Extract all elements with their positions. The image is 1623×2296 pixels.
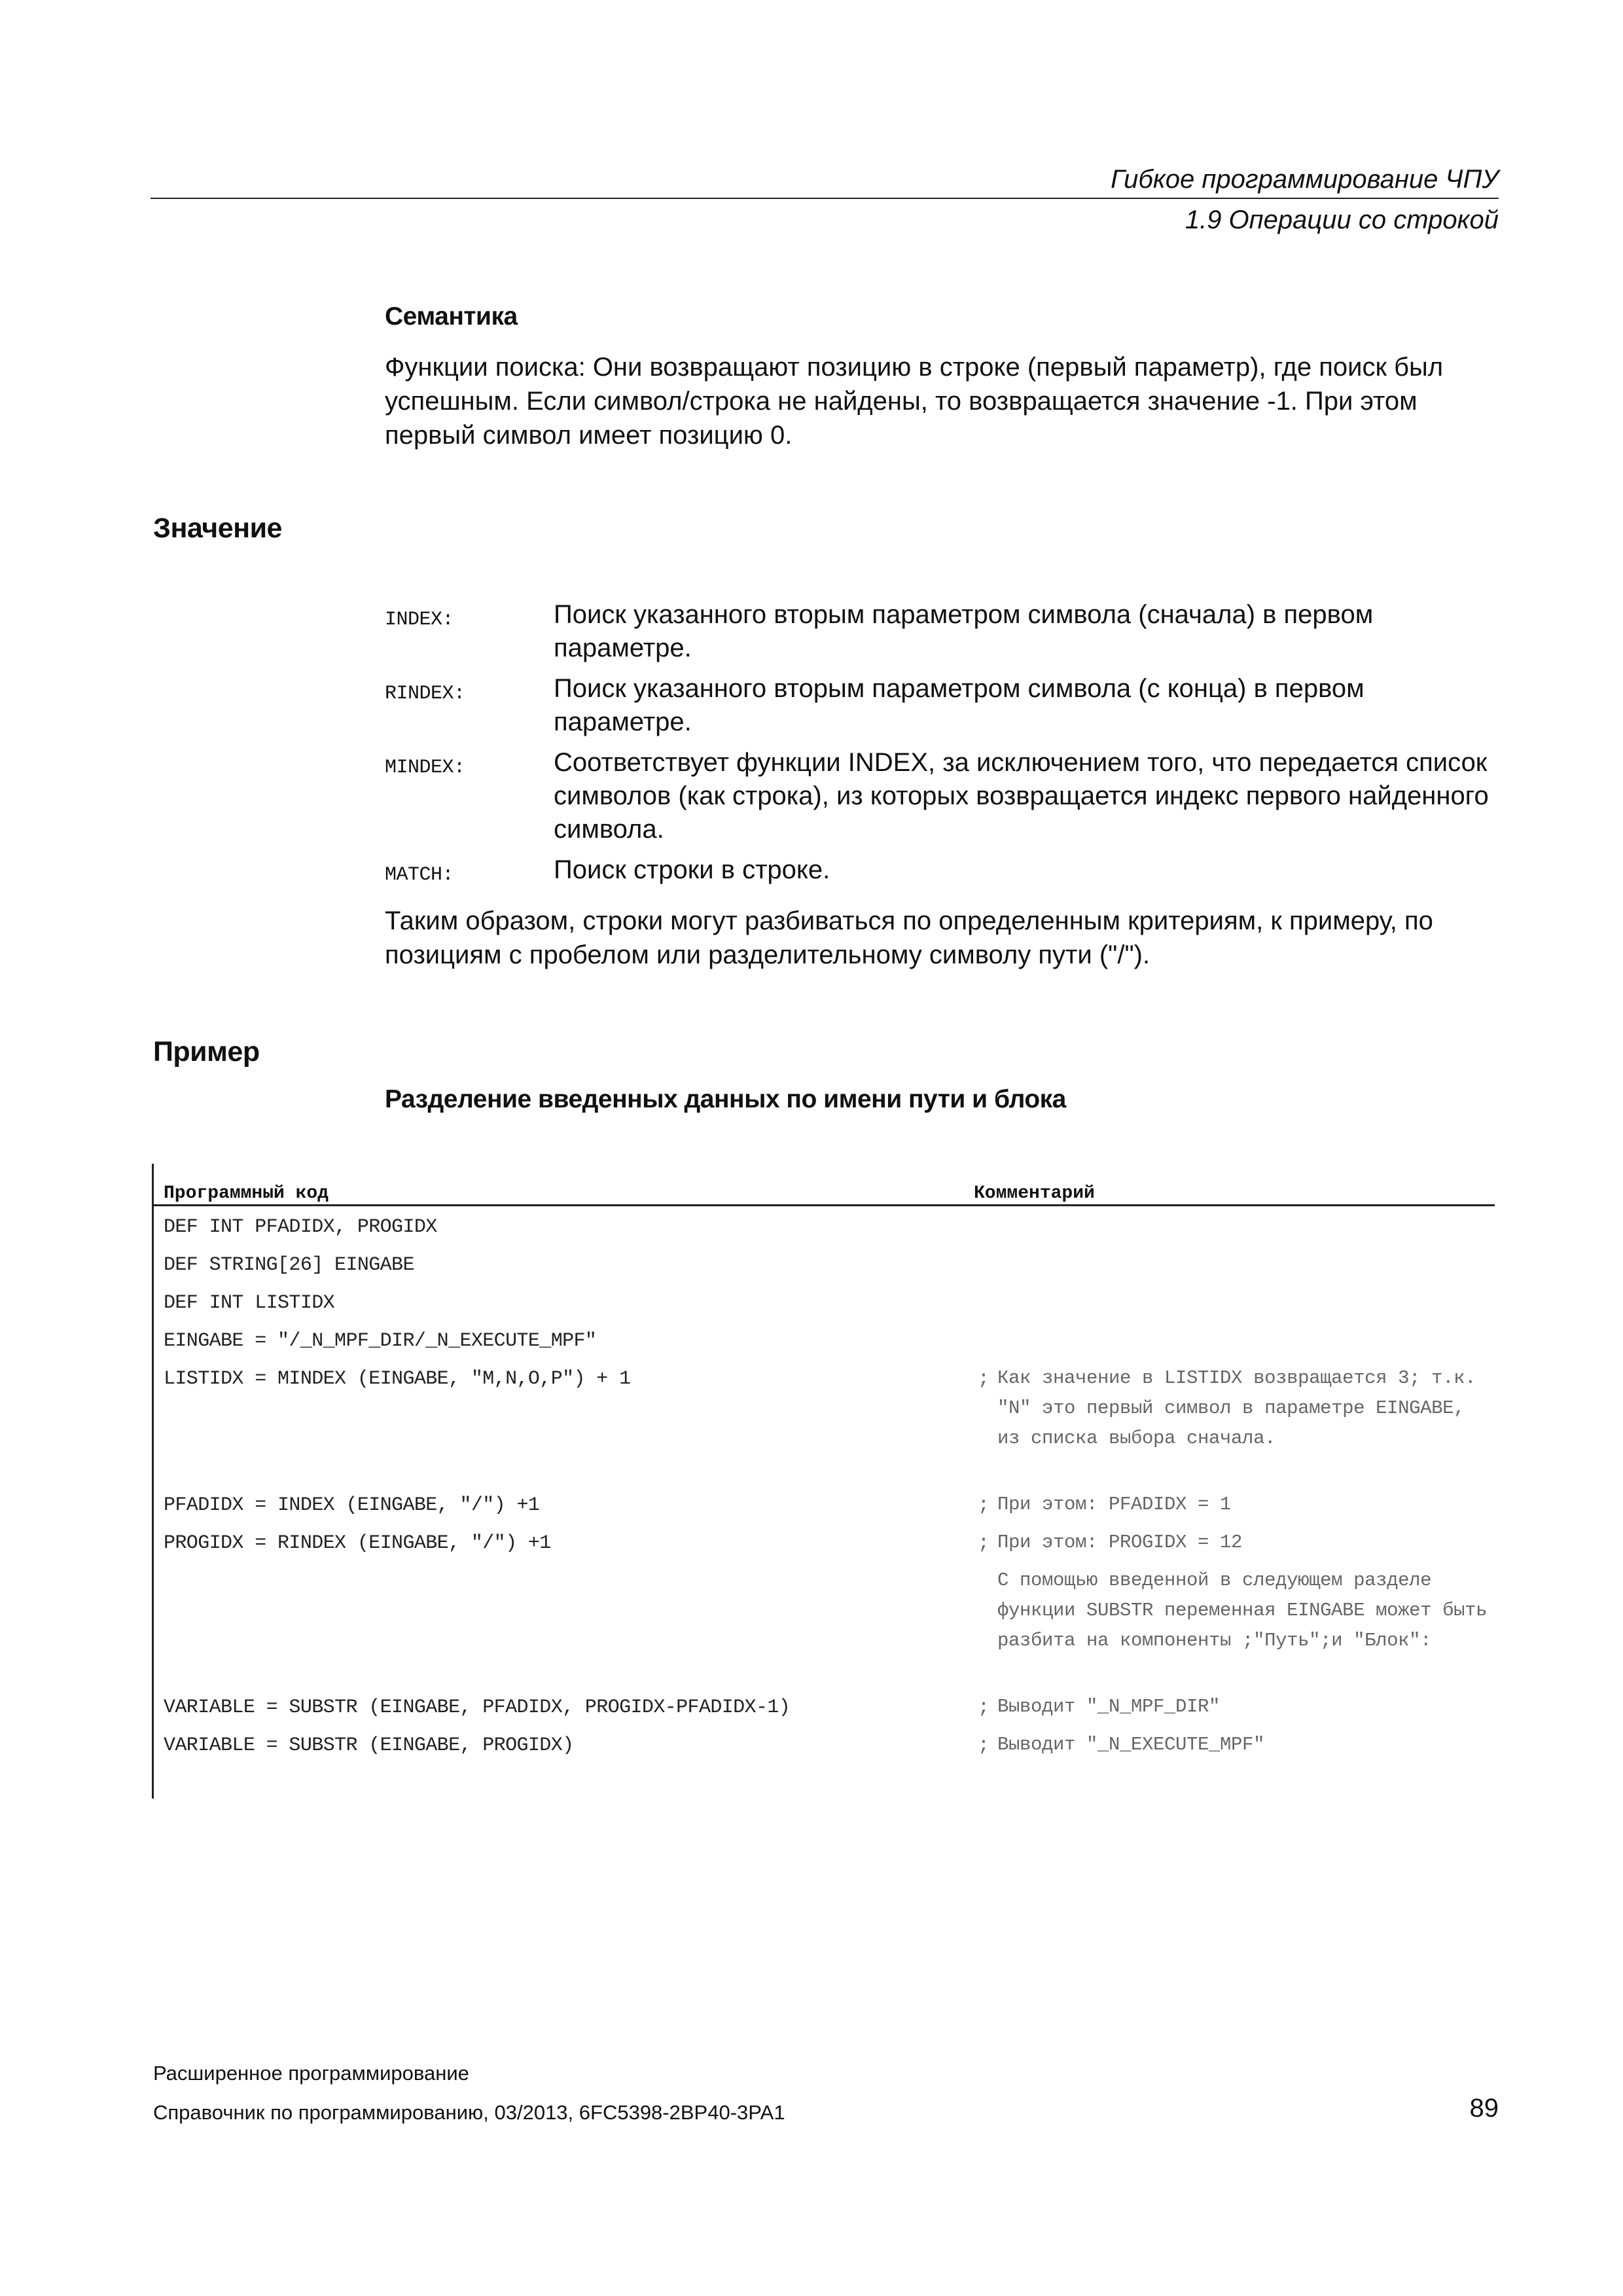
code-column-header: Программный код <box>164 1183 329 1204</box>
definition-text: Поиск строки в строке. <box>554 855 830 884</box>
comment-column-header: Комментарий <box>974 1183 1095 1204</box>
meaning-heading: Значение <box>153 512 282 544</box>
code-line: PROGIDX = RINDEX (EINGABE, "/") +1 <box>164 1532 551 1554</box>
example-subheading: Разделение введенных данных по имени пути и блока <box>385 1085 1066 1113</box>
definition-text: Поиск указанного вторым параметром символа (с конца) в первом параметре. <box>554 674 1364 736</box>
comment-marker: ; <box>978 1368 990 1390</box>
code-comment: Выводит "_N_MPF_DIR" <box>997 1696 1221 1717</box>
code-comment: Выводит "_N_EXECUTE_MPF" <box>997 1734 1265 1755</box>
code-line: LISTIDX = MINDEX (EINGABE, "M,N,O,P") + 1 <box>164 1368 631 1390</box>
definition-term: MINDEX: <box>385 757 465 779</box>
comment-marker: ; <box>978 1734 990 1757</box>
page-number: 89 <box>1469 2094 1499 2123</box>
semantics-heading: Семантика <box>385 302 518 331</box>
meaning-summary: Таким образом, строки могут разбиваться по определенным критериям, к примеру, по позициям с пробелом или разделительному символу пути ("/"). <box>385 906 1433 969</box>
code-comment: С помощью введенной в следующем разделе функции SUBSTR переменная EINGABE может быть разбита на компоненты ;"Путь";и "Блок": <box>997 1570 1499 1651</box>
running-header-title: Гибкое программирование ЧПУ <box>1111 165 1499 194</box>
code-line: PFADIDX = INDEX (EINGABE, "/") +1 <box>164 1494 540 1516</box>
footer-doc-info: Справочник по программированию, 03/2013, 6FC5398-2BP40-3PA1 <box>153 2101 785 2124</box>
definition-term: RINDEX: <box>385 683 465 705</box>
code-table-left-rule <box>152 1164 154 1799</box>
semantics-text: Функции поиска: Они возвращают позицию в строке (первый параметр), где поиск был успешным. Если символ/строка не найдены, то возвращается значение -1. При этом первый символ имеет позицию 0. <box>385 353 1444 450</box>
code-comment: При этом: PFADIDX = 1 <box>997 1494 1232 1515</box>
footer-book-title: Расширенное программирование <box>153 2062 469 2085</box>
comment-marker: ; <box>978 1696 990 1719</box>
comment-marker: ; <box>978 1494 990 1516</box>
code-line: VARIABLE = SUBSTR (EINGABE, PFADIDX, PROGIDX-PFADIDX-1) <box>164 1696 791 1719</box>
running-header-section: 1.9 Операции со строкой <box>1185 206 1499 234</box>
header-rule <box>151 198 1499 199</box>
code-line: DEF STRING[26] EINGABE <box>164 1254 414 1276</box>
comment-marker: ; <box>978 1532 990 1554</box>
code-line: VARIABLE = SUBSTR (EINGABE, PROGIDX) <box>164 1734 574 1757</box>
code-comment: Как значение в LISTIDX возвращается 3; т.к. "N" это первый символ в параметре EINGABE, из списка выбора сначала. <box>997 1367 1488 1449</box>
definition-term: INDEX: <box>385 609 454 631</box>
definition-text: Соответствует функции INDEX, за исключением того, что передается список символов (как строка), из которых возвращается индекс первого найденного символа. <box>554 748 1489 844</box>
definition-term: MATCH: <box>385 864 454 886</box>
definition-text: Поиск указанного вторым параметром символа (сначала) в первом параметре. <box>554 600 1374 662</box>
code-line: EINGABE = "/_N_MPF_DIR/_N_EXECUTE_MPF" <box>164 1330 597 1352</box>
example-heading: Пример <box>153 1036 260 1067</box>
code-line: DEF INT PFADIDX, PROGIDX <box>164 1216 437 1238</box>
code-line: DEF INT LISTIDX <box>164 1292 335 1314</box>
code-table-header-rule <box>152 1204 1495 1206</box>
code-comment: При этом: PROGIDX = 12 <box>997 1532 1243 1553</box>
